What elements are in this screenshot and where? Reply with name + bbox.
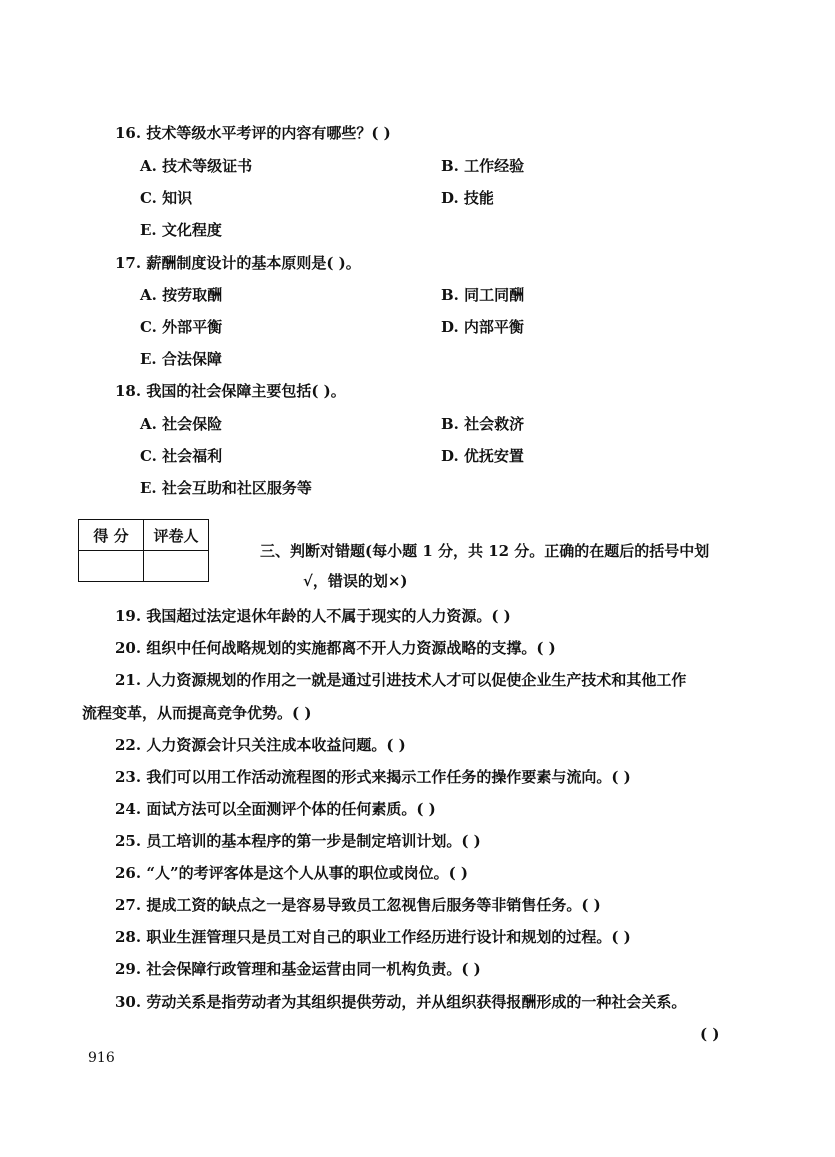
q17-stem: 17. 薪酬制度设计的基本原则是( )。: [115, 254, 361, 272]
q16-option-d: D. 技能: [441, 189, 494, 207]
q16-option-a: A. 技术等级证书: [140, 157, 253, 175]
tf-question-24: 24. 面试方法可以全面测评个体的任何素质。( ): [115, 800, 436, 818]
score-cell: [79, 551, 144, 582]
q18-option-e: E. 社会互助和社区服务等: [140, 479, 312, 497]
q17-option-b: B. 同工同酬: [441, 286, 525, 304]
q18-option-b: B. 社会救济: [441, 415, 525, 433]
q18-option-a: A. 社会保险: [140, 415, 223, 433]
q17-option-a: A. 按劳取酬: [140, 286, 223, 304]
q17-option-d: D. 内部平衡: [441, 318, 524, 336]
q17-option-c: C. 外部平衡: [140, 318, 223, 336]
q18-option-d: D. 优抚安置: [441, 447, 524, 465]
section3-title-line2: √，错误的划×): [303, 572, 408, 590]
tf-question-21-cont: 流程变革，从而提高竞争优势。( ): [82, 704, 312, 722]
tf-question-20: 20. 组织中任何战略规划的实施都离不开人力资源战略的支撑。( ): [115, 639, 556, 657]
tf-question-28: 28. 职业生涯管理只是员工对自己的职业工作经历进行设计和规划的过程。( ): [115, 928, 631, 946]
grader-cell: [144, 551, 209, 582]
score-header: 得 分: [79, 520, 144, 551]
tf-question-25: 25. 员工培训的基本程序的第一步是制定培训计划。( ): [115, 832, 481, 850]
tf-question-30-answer: ( ): [700, 1025, 720, 1043]
score-table: [78, 519, 209, 582]
page-number: 916: [88, 1050, 115, 1066]
tf-question-19: 19. 我国超过法定退休年龄的人不属于现实的人力资源。( ): [115, 607, 511, 625]
tf-question-29: 29. 社会保障行政管理和基金运营由同一机构负责。( ): [115, 960, 481, 978]
q16-option-c: C. 知识: [140, 189, 193, 207]
q16-option-b: B. 工作经验: [441, 157, 525, 175]
tf-question-22: 22. 人力资源会计只关注成本收益问题。( ): [115, 736, 406, 754]
q17-option-e: E. 合法保障: [140, 350, 222, 368]
q18-option-c: C. 社会福利: [140, 447, 223, 465]
section3-title-line1: 三、判断对错题(每小题 1 分，共 12 分。正确的在题后的括号中划: [260, 542, 710, 560]
tf-question-26: 26. “人”的考评客体是这个人从事的职位或岗位。( ): [115, 864, 468, 882]
q16-option-e: E. 文化程度: [140, 221, 222, 239]
grader-header: 评卷人: [144, 520, 209, 551]
q16-stem: 16. 技术等级水平考评的内容有哪些？( ): [115, 124, 391, 142]
q18-stem: 18. 我国的社会保障主要包括( )。: [115, 382, 346, 400]
tf-question-30: 30. 劳动关系是指劳动者为其组织提供劳动，并从组织获得报酬形成的一种社会关系。: [115, 993, 687, 1011]
tf-question-23: 23. 我们可以用工作活动流程图的形式来揭示工作任务的操作要素与流向。( ): [115, 768, 631, 786]
tf-question-27: 27. 提成工资的缺点之一是容易导致员工忽视售后服务等非销售任务。( ): [115, 896, 601, 914]
tf-question-21: 21. 人力资源规划的作用之一就是通过引进技术人才可以促使企业生产技术和其他工作: [115, 671, 687, 689]
